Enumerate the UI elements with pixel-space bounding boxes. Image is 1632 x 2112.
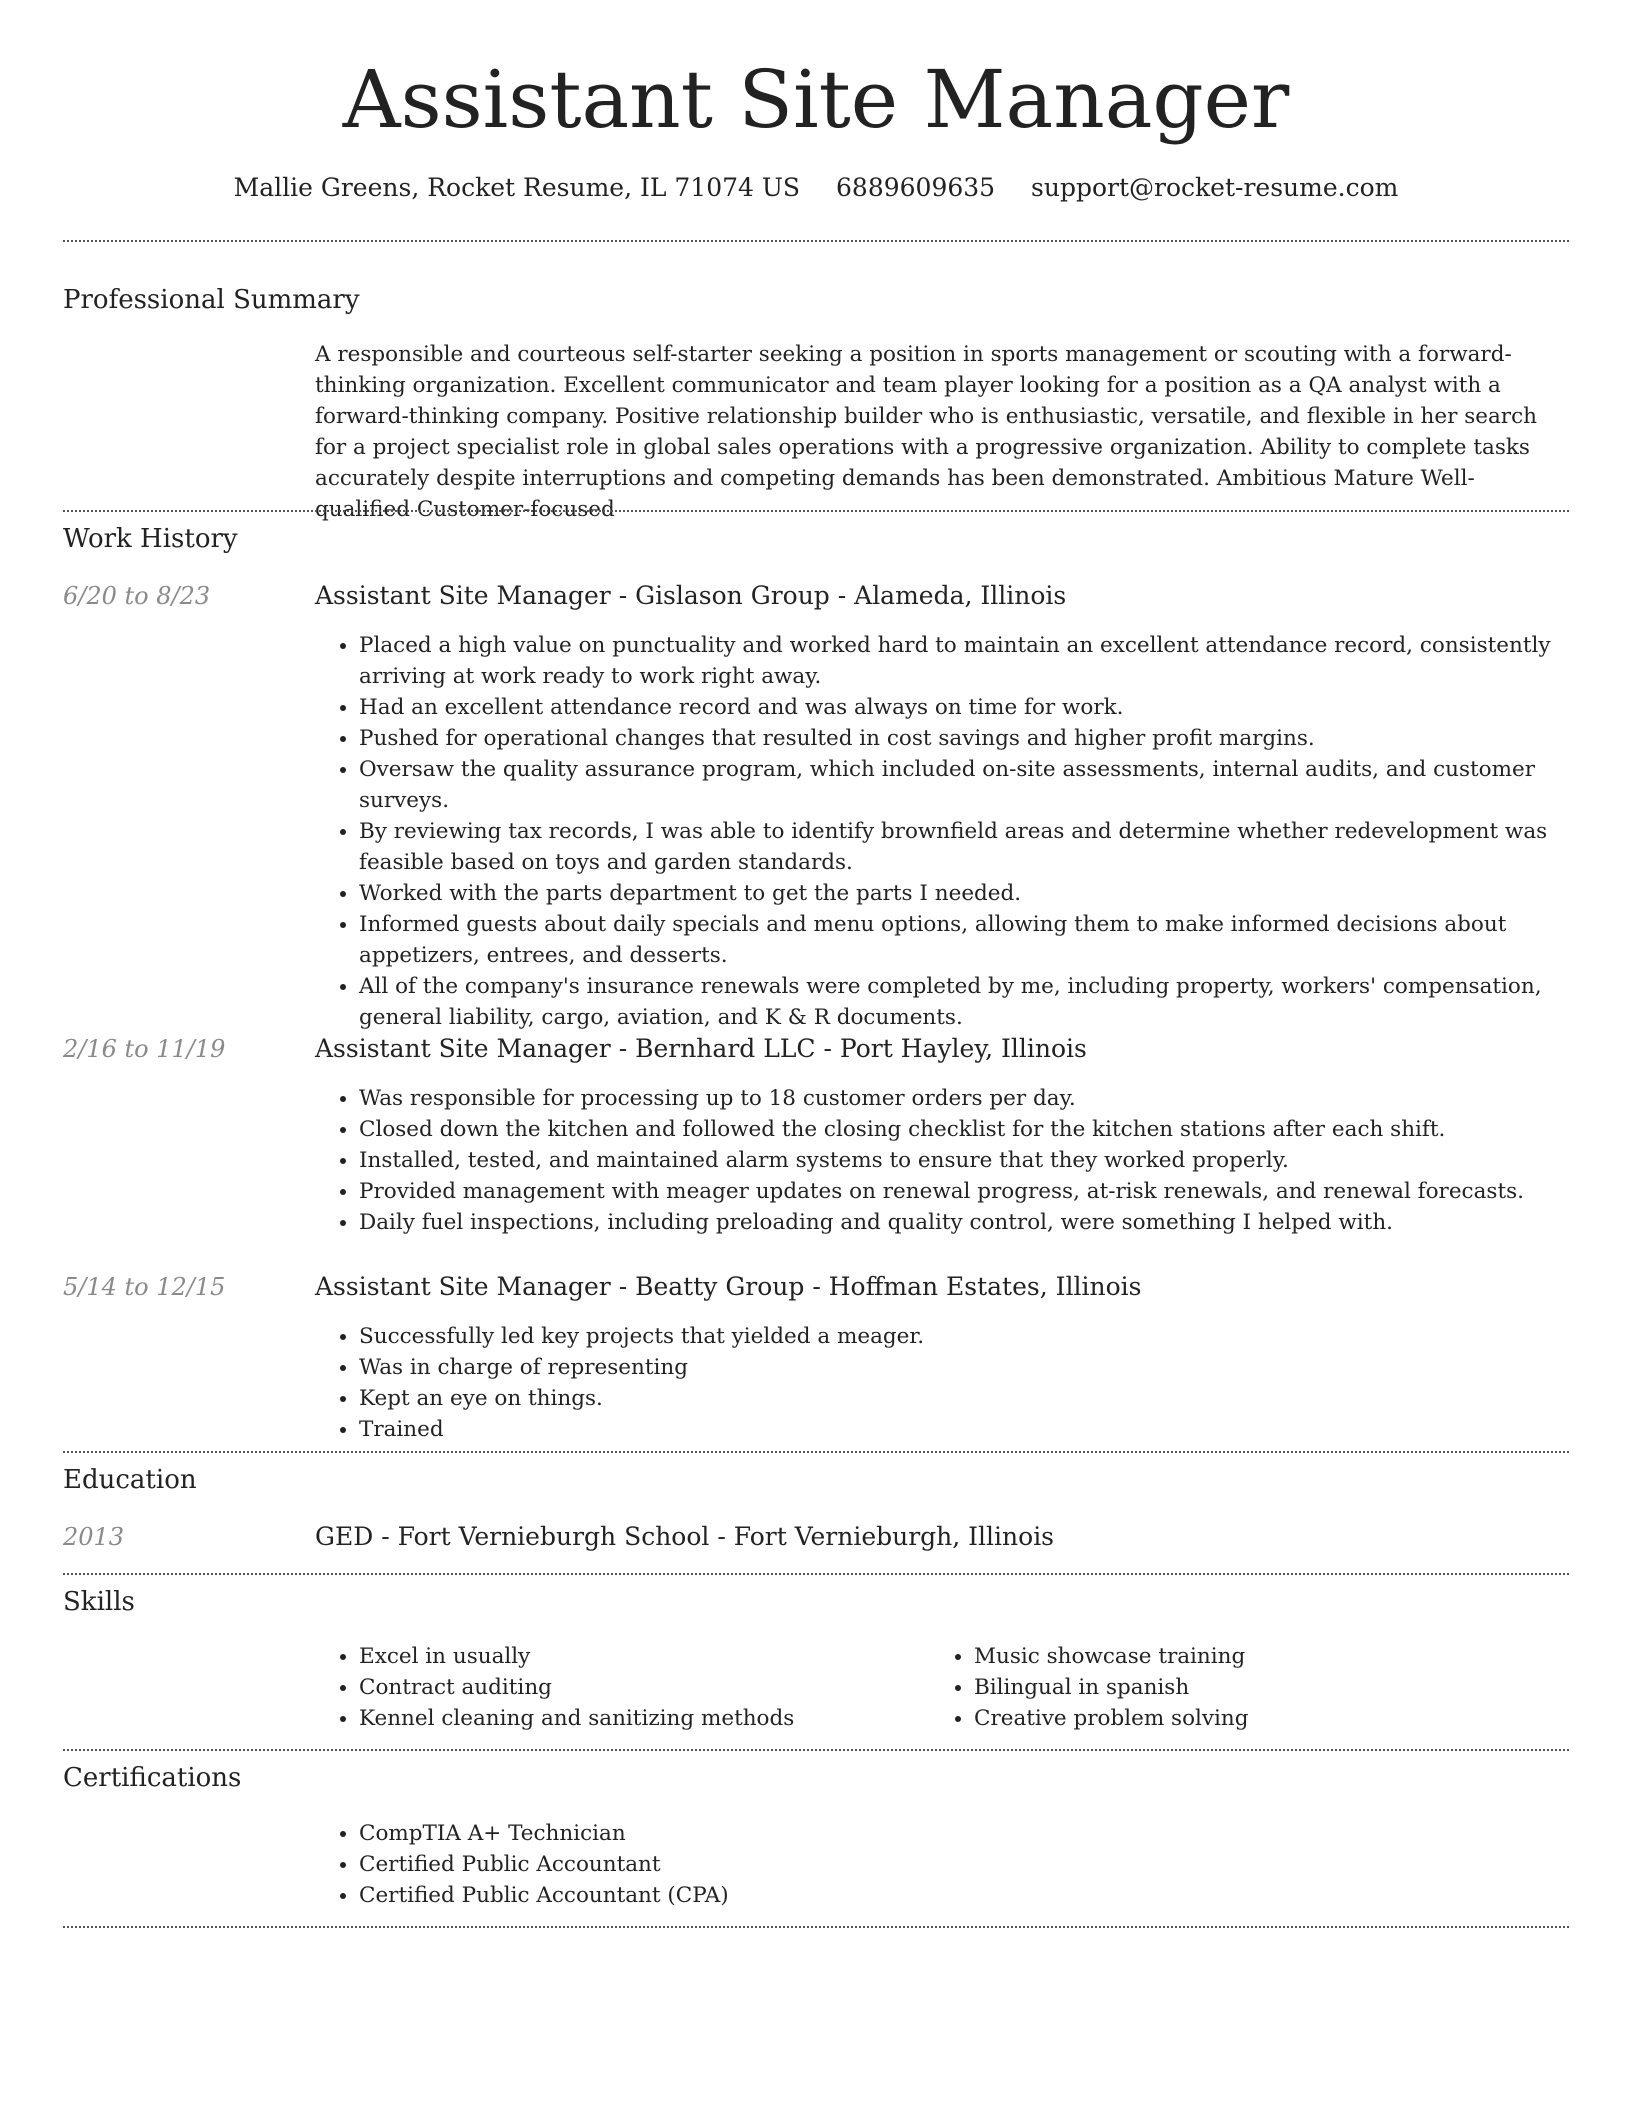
divider <box>63 510 1569 512</box>
list-item: • Trained <box>359 1414 1569 1445</box>
section-title-education: Education <box>63 1465 197 1495</box>
job-dates: 5/14 to 12/15 <box>63 1273 226 1301</box>
summary-text: A responsible and courteous self-starter seeking a position in sports management or scouting with a forward-thinking organization. Excellent communicator and team player looking for a position as a QA analyst with a forward-thinking company. Positive relationship builder who is enthusiastic, versatile, and flexible in her search for a project specialist role in global sales operations with a progressive organization. Ability to complete tasks accurately despite interruptions and competing demands has been demonstrated. Ambitious Mature Well-qualified Customer-focused <box>315 342 1537 522</box>
job-title: Assistant Site Manager - Bernhard LLC - Port Hayley, Illinois <box>315 1034 1087 1063</box>
list-item: • Was responsible for processing up to 18 customer orders per day. <box>359 1083 1569 1114</box>
list-item: • Placed a high value on punctuality and worked hard to maintain an excellent attendance record, consistently arriving at work ready to work right away. <box>359 630 1569 692</box>
divider <box>63 240 1569 242</box>
list-item: • Provided management with meager updates on renewal progress, at-risk renewals, and renewal forecasts. <box>359 1176 1569 1207</box>
divider <box>63 1926 1569 1928</box>
list-item: • Kept an eye on things. <box>359 1383 1569 1414</box>
list-item: • Oversaw the quality assurance program, which included on-site assessments, internal audits, and customer surveys. <box>359 754 1569 816</box>
job-bullets <box>315 630 1569 1033</box>
list-item: • Informed guests about daily specials and menu options, allowing them to make informed decisions about appetizers, entrees, and desserts. <box>359 909 1569 971</box>
section-title-work-history: Work History <box>63 524 238 554</box>
contact-line <box>63 170 1569 206</box>
divider <box>63 1573 1569 1575</box>
list-item: • Installed, tested, and maintained alarm systems to ensure that they worked properly. <box>359 1145 1569 1176</box>
job-title: Assistant Site Manager - Beatty Group - Hoffman Estates, Illinois <box>315 1272 1142 1301</box>
education-entry: GED - Fort Vernieburgh School - Fort Vernieburgh, Illinois <box>315 1522 1055 1551</box>
resume-title: Assistant Site Manager <box>342 53 1290 146</box>
list-item: • Closed down the kitchen and followed the closing checklist for the kitchen stations after each shift. <box>359 1114 1569 1145</box>
list-item: • By reviewing tax records, I was able to identify brownfield areas and determine whether redevelopment was feasible based on toys and garden standards. <box>359 816 1569 878</box>
list-item: • Contract auditing <box>359 1672 915 1703</box>
contact-address: Mallie Greens, Rocket Resume, IL 71074 US <box>233 173 801 202</box>
list-item: • Kennel cleaning and sanitizing methods <box>359 1703 915 1734</box>
section-title-skills: Skills <box>63 1587 135 1617</box>
list-item: • All of the company's insurance renewals were completed by me, including property, workers' compensation, general liability, cargo, aviation, and K & R documents. <box>359 971 1569 1033</box>
section-title-summary: Professional Summary <box>63 285 360 315</box>
list-item: • Certified Public Accountant (CPA) <box>359 1880 1315 1911</box>
list-item: • Creative problem solving <box>974 1703 1530 1734</box>
list-item: • CompTIA A+ Technician <box>359 1818 1315 1849</box>
list-item: • Excel in usually <box>359 1641 915 1672</box>
job-bullets <box>315 1321 1569 1445</box>
certifications-list <box>315 1818 1315 1911</box>
list-item: • Certified Public Accountant <box>359 1849 1315 1880</box>
list-item: • Successfully led key projects that yielded a meager. <box>359 1321 1569 1352</box>
education-year: 2013 <box>63 1523 125 1551</box>
job-title: Assistant Site Manager - Gislason Group - Alameda, Illinois <box>315 581 1067 610</box>
section-title-certifications: Certifications <box>63 1763 242 1793</box>
divider <box>63 1451 1569 1453</box>
job-dates: 6/20 to 8/23 <box>63 582 211 610</box>
skills-list-left <box>315 1641 915 1734</box>
list-item: • Music showcase training <box>974 1641 1530 1672</box>
divider <box>63 1749 1569 1751</box>
list-item: • Worked with the parts department to get the parts I needed. <box>359 878 1569 909</box>
job-dates: 2/16 to 11/19 <box>63 1035 226 1063</box>
skills-list-right <box>930 1641 1530 1734</box>
list-item: • Pushed for operational changes that resulted in cost savings and higher profit margins. <box>359 723 1569 754</box>
job-bullets <box>315 1083 1569 1238</box>
contact-email: support@rocket-resume.com <box>1031 173 1399 202</box>
list-item: • Was in charge of representing <box>359 1352 1569 1383</box>
list-item: • Daily fuel inspections, including preloading and quality control, were something I helped with. <box>359 1207 1569 1238</box>
list-item: • Bilingual in spanish <box>974 1672 1530 1703</box>
contact-phone: 6889609635 <box>836 173 996 202</box>
list-item: • Had an excellent attendance record and was always on time for work. <box>359 692 1569 723</box>
